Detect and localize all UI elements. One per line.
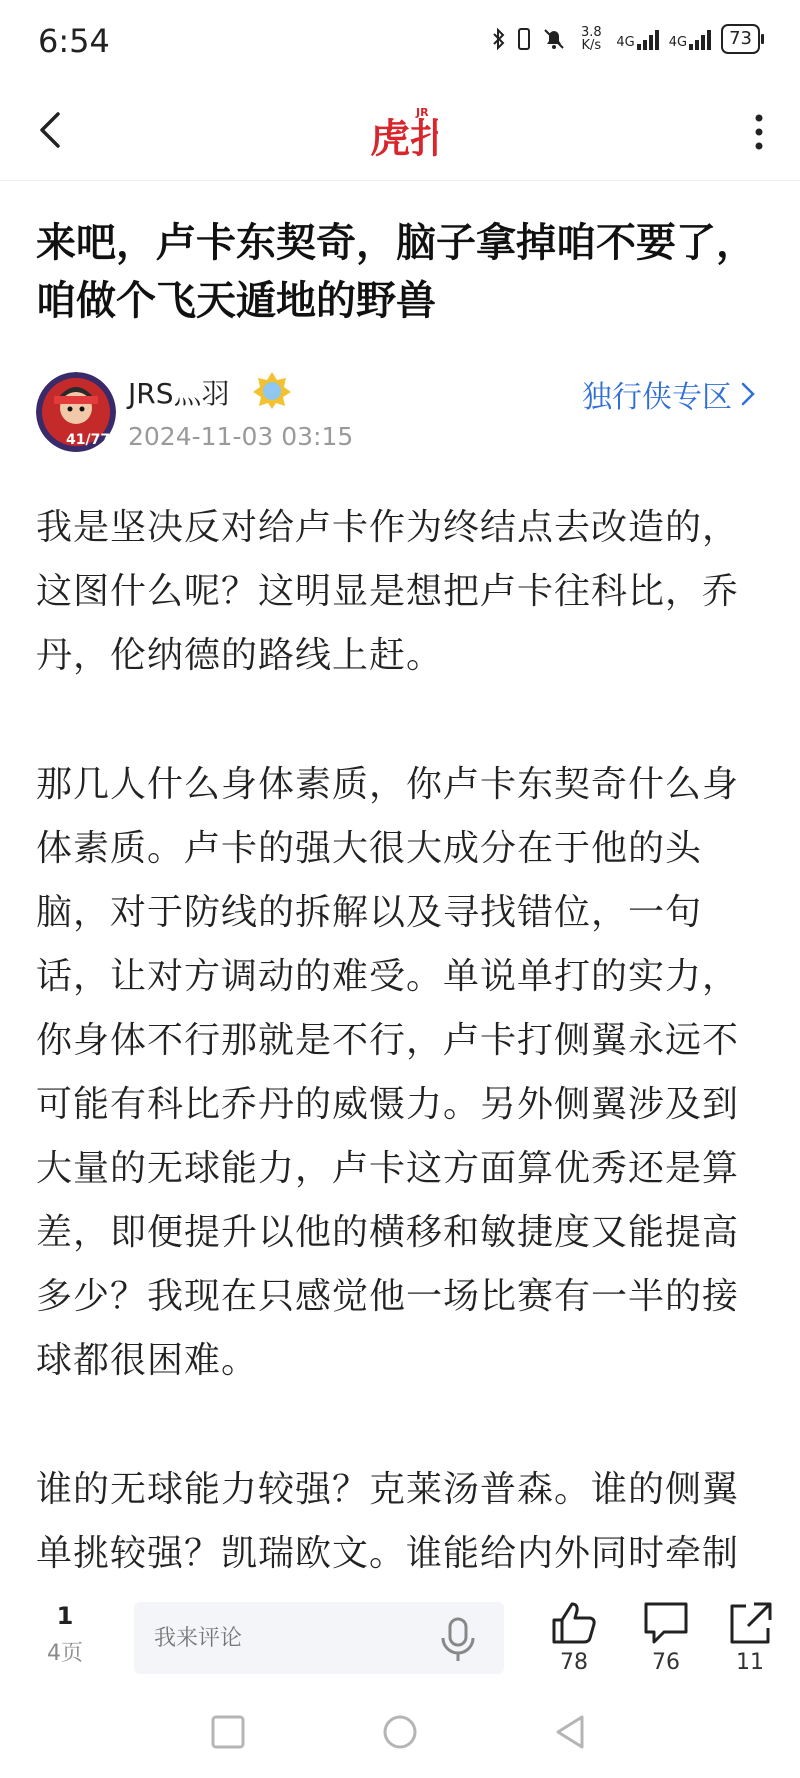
status-bar (0, 0, 800, 80)
avatar-number: 41/77 (66, 432, 111, 448)
system-nav-bar (0, 1700, 800, 1778)
share-icon (726, 1600, 774, 1646)
post-paragraph: 那几人什么身体素质，你卢卡东契奇什么身体素质。卢卡的强大很大成分在于他的头脑，对于防线的拆解以及寻找错位，一句话，让对方调动的难受。单说单打的实力，你身体不行那就是不行，卢卡打侧翼永远不可能有科比乔丹的威慑力。另外侧翼涉及到大量的无球能力，卢卡这方面算优秀还是算差，即便提升以他的横移和敏捷度又能提高多少？我现在只感觉他一场比赛有一半的接球都很困难。 (36, 764, 740, 1381)
status-icons (492, 24, 760, 54)
top-nav-bar (0, 80, 800, 181)
network-type-2: 4G (668, 35, 688, 50)
logo-badge: JR (416, 106, 429, 119)
bottom-action-bar (0, 1590, 800, 1700)
thumbs-up-icon (550, 1600, 598, 1646)
zone-link[interactable] (582, 372, 756, 416)
microphone-icon[interactable] (438, 1616, 478, 1664)
vibrate-icon (516, 27, 532, 51)
status-time: 6:54 (38, 22, 110, 60)
comment-bubble-icon (642, 1600, 690, 1646)
author-name[interactable]: JRS灬羽 (128, 377, 230, 410)
post-date: 2024-11-03 03:15 (128, 422, 354, 451)
post-title: 来吧，卢卡东契奇，脑子拿掉咱不要了，咱做个飞天遁地的野兽 (36, 220, 756, 324)
share-button[interactable] (718, 1600, 782, 1675)
page-total: 4页 (47, 1641, 83, 1666)
more-options-icon[interactable] (744, 108, 774, 156)
hupu-logo (368, 102, 438, 162)
comment-count: 76 (652, 1650, 680, 1675)
author-badge-icon (252, 370, 292, 410)
logo-text: 虎扑 (370, 116, 438, 162)
post-body (36, 496, 766, 1596)
net-speed-unit: K/s (581, 38, 602, 53)
network-type-1: 4G (616, 35, 635, 50)
post-paragraph: 我是坚决反对给卢卡作为终结点去改造的，这图什么呢？这明显是想把卢卡往科比，乔丹，伦纳德的路线上赶。 (36, 507, 740, 676)
author-avatar[interactable] (36, 372, 116, 452)
net-speed-value: 3.8 (581, 25, 602, 40)
chevron-right-icon (740, 380, 756, 408)
battery-indicator: 73 (721, 24, 760, 54)
signal-bars-icon (689, 28, 711, 50)
like-count: 78 (560, 1650, 588, 1675)
back-nav-icon[interactable] (552, 1714, 588, 1750)
signal-1 (616, 28, 658, 50)
page-indicator[interactable] (40, 1602, 90, 1667)
zone-link-label: 独行侠专区 (582, 380, 732, 415)
share-count: 11 (736, 1650, 764, 1675)
like-button[interactable] (542, 1600, 606, 1675)
recent-apps-icon[interactable] (210, 1714, 246, 1750)
bluetooth-icon (492, 27, 506, 51)
net-speed (576, 26, 606, 52)
page-current: 1 (56, 1602, 74, 1630)
mute-bell-icon (542, 27, 566, 51)
post-paragraph: 谁的无球能力较强？克莱汤普森。谁的侧翼单挑较强？凯瑞欧文。谁能给内外同时牵制 (36, 1469, 740, 1574)
signal-bars-icon (637, 28, 659, 50)
back-icon[interactable] (28, 106, 76, 154)
home-icon[interactable] (382, 1714, 418, 1750)
signal-2 (669, 28, 711, 50)
comment-button[interactable] (634, 1600, 698, 1675)
